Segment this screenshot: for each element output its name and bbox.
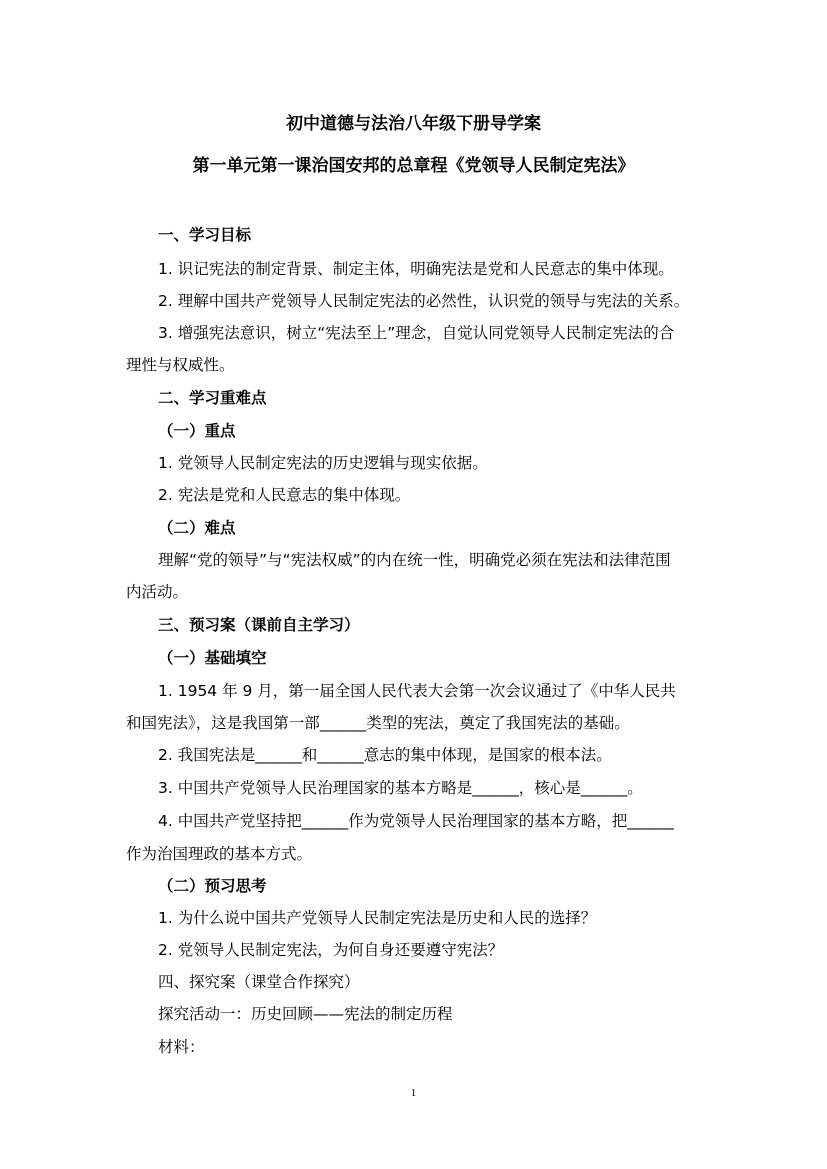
document-title: 初中道德与法治八年级下册导学案	[286, 114, 541, 134]
key-point-item: 1. 党领导人民制定宪法的历史逻辑与现实依据。	[158, 454, 488, 472]
difficulty-text: 理解“党的领导”与“宪法权威”的内在统一性，明确党必须在宪法和法律范围	[158, 551, 671, 569]
fill-in-item: 2. 我国宪法是______和______意志的集中体现，是国家的根本法。	[158, 746, 612, 764]
inquiry-activity: 探究活动一：历史回顾——宪法的制定历程	[158, 1005, 453, 1023]
difficulty-text-continuation: 内活动。	[126, 583, 189, 601]
fill-in-item-continuation: 作为治国理政的基本方式。	[126, 845, 313, 863]
document-subtitle: 第一单元第一课治国安邦的总章程《党领导人民制定宪法》	[192, 156, 635, 176]
subheading-difficulty: （二）难点	[158, 519, 236, 537]
section-heading-key-points: 二、学习重难点	[158, 389, 267, 407]
thinking-question: 1. 为什么说中国共产党领导人民制定宪法是历史和人民的选择？	[158, 909, 597, 927]
section-heading-preview: 三、预习案（课前自主学习）	[158, 616, 360, 634]
fill-in-item: 1. 1954 年 9 月，第一届全国人民代表大会第一次会议通过了《中华人民共	[158, 682, 676, 700]
thinking-question: 2. 党领导人民制定宪法，为何自身还要遵守宪法？	[158, 941, 504, 959]
objective-item: 3. 增强宪法意识，树立“宪法至上”理念，自觉认同党领导人民制定宪法的合	[158, 324, 675, 342]
material-label: 材料：	[158, 1038, 205, 1056]
objective-item: 2. 理解中国共产党领导人民制定宪法的必然性，认识党的领导与宪法的关系。	[158, 292, 690, 310]
fill-in-item-continuation: 和国宪法》，这是我国第一部______类型的宪法，奠定了我国宪法的基础。	[126, 714, 630, 732]
fill-in-item: 4. 中国共产党坚持把______作为党领导人民治理国家的基本方略，把______	[158, 812, 674, 830]
section-heading-objectives: 一、学习目标	[158, 226, 252, 244]
subheading-preview-thinking: （二）预习思考	[158, 877, 267, 895]
objective-item-continuation: 理性与权威性。	[126, 356, 235, 374]
page-number: 1	[410, 1087, 417, 1099]
objective-item: 1. 识记宪法的制定背景、制定主体，明确宪法是党和人民意志的集中体现。	[158, 260, 674, 278]
section-heading-inquiry: 四、探究案（课堂合作探究）	[158, 973, 360, 991]
subheading-key: （一）重点	[158, 422, 236, 440]
subheading-fill-in: （一）基础填空	[158, 649, 267, 667]
fill-in-item: 3. 中国共产党领导人民治理国家的基本方略是______，核心是______。	[158, 779, 643, 797]
key-point-item: 2. 宪法是党和人民意志的集中体现。	[158, 486, 411, 504]
